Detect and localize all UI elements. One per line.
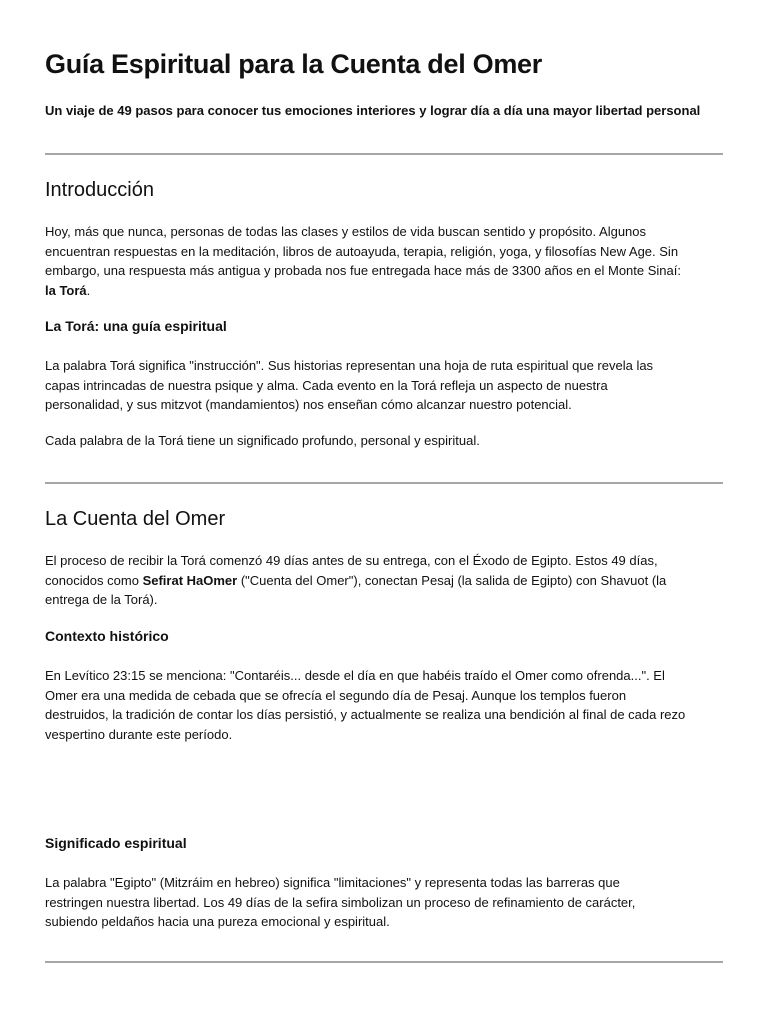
tora-guide-paragraph (45, 356, 725, 415)
context-line: vespertino durante este período. (45, 726, 233, 742)
document-subtitle: Un viaje de 49 pasos para conocer tus emociones interiores y lograr día a día una mayor libertad personal (45, 103, 701, 118)
intro-bold-term: la Torá (45, 282, 87, 298)
meaning-line: restringen nuestra libertad. Los 49 días de la sefira simbolizan un proceso de refinamiento de carácter, (45, 894, 636, 910)
context-line: En Levítico 23:15 se menciona: "Contaréis... desde el día en que habéis traído el Omer como ofrenda...". El (45, 668, 665, 683)
intro-period: . (86, 282, 91, 298)
omer-heading: La Cuenta del Omer (45, 508, 226, 530)
context-line: destruidos, la tradición de contar los días persistió, y actualmente se realiza una bendición al final de cada rezo (45, 707, 686, 722)
intro-line: embargo, una respuesta más antigua y probada nos fue entregada hace más de 3300 años en el Monte Sinaí: (45, 263, 681, 278)
spiritual-meaning-paragraph (45, 873, 725, 932)
intro-heading: Introducción (45, 179, 154, 201)
intro-line: Hoy, más que nunca, personas de todas las clases y estilos de vida buscan sentido y propósito. Algunos (45, 224, 647, 239)
meaning-line: subiendo peldaños hacia una pureza emocional y espiritual. (45, 914, 390, 929)
historical-context-paragraph (45, 666, 725, 744)
omer-paragraph (45, 551, 725, 610)
omer-line: ("Cuenta del Omer"), conectan Pesaj (la salida de Egipto) con Shavuot (la (237, 572, 667, 588)
intro-line: encuentran respuestas en la meditación, libros de autoayuda, terapia, religión, yoga, y filosofías New Age. Sin (45, 243, 679, 259)
tora-line: La palabra Torá significa "instrucción". Sus historias representan una hoja de ruta espiritual que revela las (45, 358, 654, 373)
tora-line: capas intrincadas de nuestra psique y alma. Cada evento en la Torá refleja un aspecto de nuestra (45, 377, 608, 393)
tora-meaning-paragraph: Cada palabra de la Torá tiene un significado profundo, personal y espiritual. (45, 433, 480, 448)
tora-guide-heading: La Torá: una guía espiritual (45, 318, 227, 334)
section-divider (45, 153, 723, 155)
historical-context-heading: Contexto histórico (45, 628, 169, 644)
meaning-line: La palabra "Egipto" (Mitzráim en hebreo) significa "limitaciones" y representa todas las barreras que (45, 875, 620, 890)
omer-line: El proceso de recibir la Torá comenzó 49 días antes de su entrega, con el Éxodo de Egipto. Estos 49 días, (45, 553, 658, 568)
omer-line: entrega de la Torá). (45, 592, 158, 607)
spiritual-meaning-heading: Significado espiritual (45, 835, 187, 851)
omer-line: conocidos como (45, 572, 143, 588)
section-divider (45, 482, 723, 484)
omer-bold-term: Sefirat HaOmer (142, 572, 238, 588)
intro-paragraph (45, 222, 725, 300)
document-title: Guía Espiritual para la Cuenta del Omer (45, 49, 542, 79)
tora-line: personalidad, y sus mitzvot (mandamientos) nos enseñan cómo alcanzar nuestro potencial. (45, 397, 572, 412)
context-line: Omer era una medida de cebada que se ofrecía el segundo día de Pesaj. Aunque los templos fueron (45, 687, 627, 703)
section-divider (45, 961, 723, 963)
